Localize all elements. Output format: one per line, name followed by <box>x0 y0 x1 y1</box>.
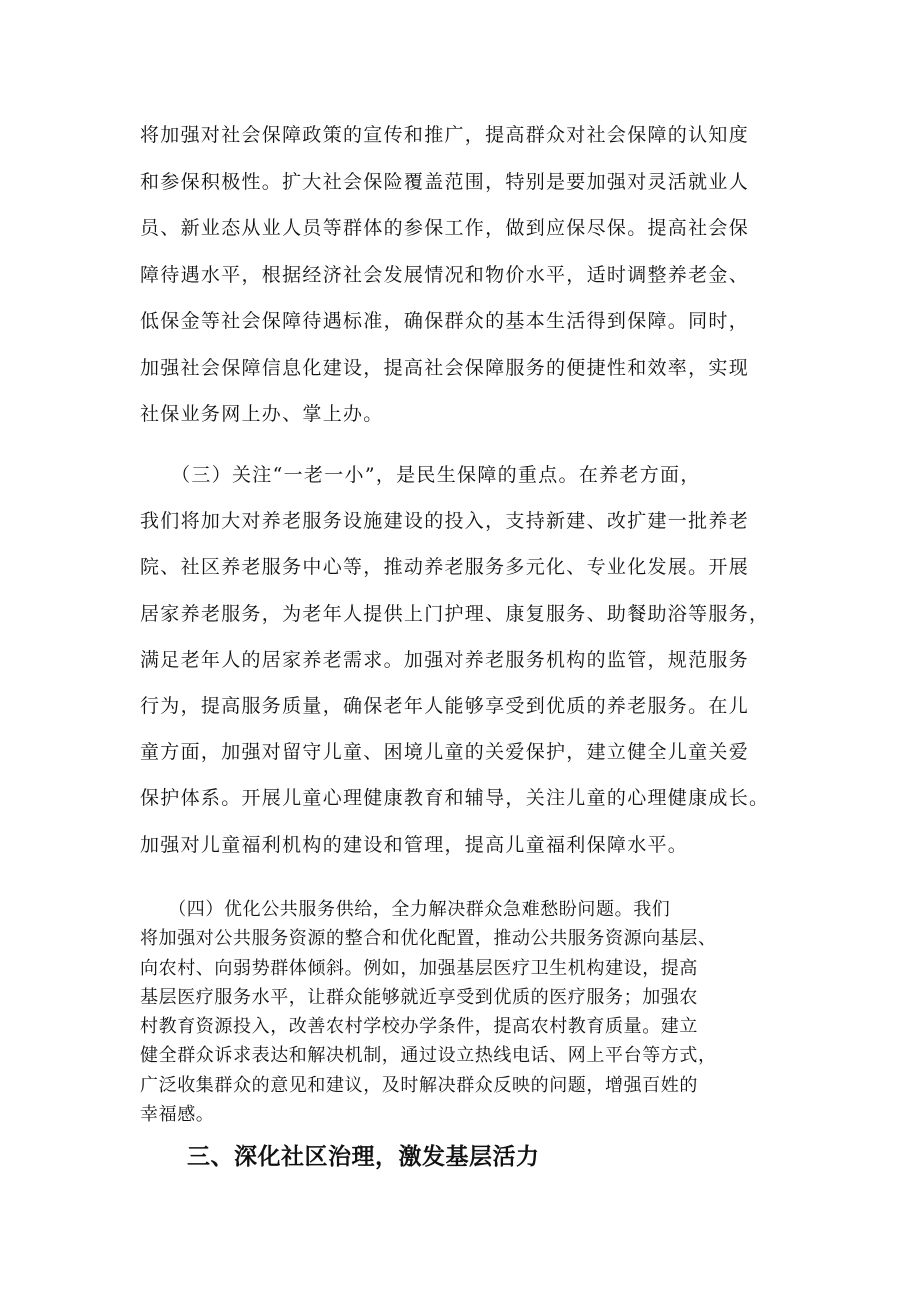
text-line: 基层医疗服务水平，让群众能够就近享受到优质的医疗服务；加强农 <box>140 986 698 1008</box>
text-line: 院、社区养老服务中心等，推动养老服务多元化、专业化发展。开展 <box>140 556 750 579</box>
text-line: （四）优化公共服务供给，全力解决群众急难愁盼问题。我们 <box>140 899 671 920</box>
text-line: 幸福感。 <box>140 1104 215 1126</box>
text-line: （三）关注“一老一小”，是民生保障的重点。在养老方面， <box>140 464 701 486</box>
text-line: 行为，提高服务质量，确保老年人能够享受到优质的养老服务。在儿 <box>140 695 750 718</box>
text-line: 障待遇水平，根据经济社会发展情况和物价水平，适时调整养老金、 <box>140 263 750 286</box>
text-line: 我们将加大对养老服务设施建设的投入，支持新建、改扩建一批养老 <box>140 510 750 533</box>
text-line: 加强社会保障信息化建设，提高社会保障服务的便捷性和效率，实现 <box>140 356 750 379</box>
text-line: 向农村、向弱势群体倾斜。例如，加强基层医疗卫生机构建设，提高 <box>140 957 698 979</box>
paragraph-public-services <box>140 895 790 1129</box>
paragraph-elderly-children <box>140 452 790 868</box>
text-line: 童方面，加强对留守儿童、困境儿童的关爱保护，建立健全儿童关爱 <box>140 741 750 764</box>
text-line: 广泛收集群众的意见和建议，及时解决群众反映的问题，增强百姓的 <box>140 1074 698 1096</box>
text-line: 低保金等社会保障待遇标准，确保群众的基本生活得到保障。同时， <box>140 310 750 332</box>
text-line: 居家养老服务，为老年人提供上门护理、康复服务、助餐助浴等服务， <box>140 602 770 625</box>
text-line: 加强对儿童福利机构的建设和管理，提高儿童福利保障水平。 <box>140 833 689 856</box>
paragraph-social-security <box>140 112 790 438</box>
text-line: 健全群众诉求表达和解决机制，通过设立热线电话、网上平台等方式， <box>140 1045 717 1067</box>
text-line: 社保业务网上办、掌上办。 <box>140 403 384 425</box>
section-heading: 三、深化社区治理，激发基层活力 <box>187 1144 540 1170</box>
text-line: 村教育资源投入，改善农村学校办学条件，提高农村教育质量。建立 <box>140 1016 698 1038</box>
text-line: 将加强对公共服务资源的整合和优化配置，推动公共服务资源向基层、 <box>140 928 717 950</box>
text-line: 保护体系。开展儿童心理健康教育和辅导，关注儿童的心理健康成长。 <box>140 787 770 810</box>
text-line: 和参保积极性。扩大社会保险覆盖范围，特别是要加强对灵活就业人 <box>140 170 750 193</box>
text-line: 满足老年人的居家养老需求。加强对养老服务机构的监管，规范服务 <box>140 648 750 671</box>
text-line: 将加强对社会保障政策的宣传和推广，提高群众对社会保障的认知度 <box>140 124 750 146</box>
text-line: 员、新业态从业人员等群体的参保工作，做到应保尽保。提高社会保 <box>140 217 750 239</box>
